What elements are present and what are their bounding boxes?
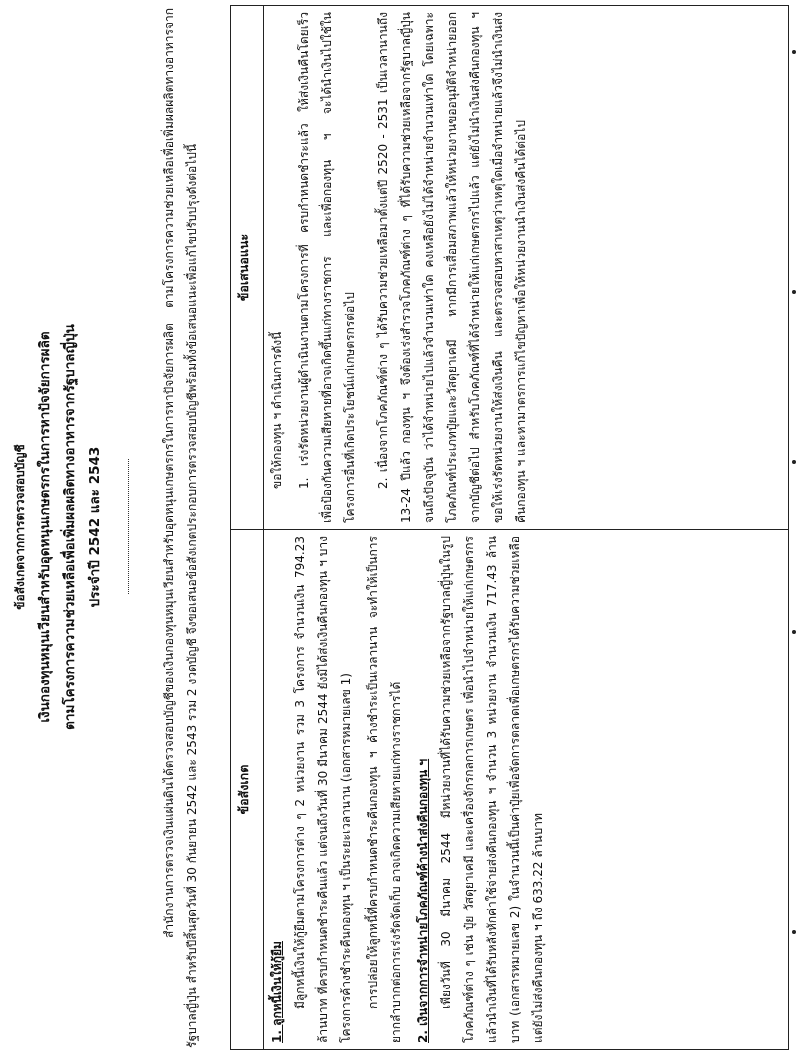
column-header-suggestions: ข้อเสนอแนะ (231, 6, 264, 530)
title-line-2: เงินกองทุนหมุนเวียนสำหรับอุดหนุนเกษตรกรในการหาปัจจัยการผลิต (37, 331, 53, 723)
suggestion-lead: ขอให้กองทุน ฯ ดำเนินการดังนี้ (270, 331, 284, 489)
findings-cell (264, 530, 789, 1050)
suggestion-2: 2. เนื่องจากโภคภัณฑ์ต่าง ๆ ได้รับความช่วยเหลือมาตั้งแต่ปี 2520 - 2531 เป็นเวลานานถึง 13-24 ปีแล้ว กองทุน ฯ จึงต้องเร่งสำรวจโภคภัณฑ์ต่าง ๆ ที่ได้รับความช่วยเหลือจากรัฐบาลญี่ปุ่น จนถึงปัจจุบัน ว่าได้จำหน่ายไปแล้วจำนวนเท่าใด คงเหลือยังไม่ได้จำหน่ายจำนวนเท่าใด โดยเฉพาะโภคภัณฑ์ประเภทปุ๋ยและวัสดุยาเคมี หากมีการเสื่อมสภาพแล้วให้หน่วยงานขออนุมัติจำหน่ายออกจากบัญชีต่อไป สำหรับโภคภัณฑ์ที่ได้จำหน่ายให้แก่เกษตรกรไปแล้ว แต่ยังไม่นำเงินส่งคืนกองทุน ฯ ขอให้เร่งรัดหน่วยงานให้ส่งเงินคืน และตรวจสอบหาสาเหตุว่าเหตุใดเมื่อจำหน่ายแล้วจึงไม่นำเงินส่งคืนกองทุน ฯ และหามาตรการแก้ไขปัญหาเพื่อให้หน่วยงานนำเงินส่งคืนได้ต่อไป (376, 12, 528, 523)
finding-2-title: 2. เงินจากการจำหน่ายโภคภัณฑ์ค้างนำส่งคืนกองทุน ฯ (416, 758, 430, 1043)
findings-table (230, 5, 789, 1050)
document-title (8, 0, 108, 1054)
finding-1-title: 1. ลูกหนี้เงินให้กู้ยืม (270, 941, 284, 1043)
title-separator (128, 459, 129, 594)
suggestions-cell (264, 6, 789, 530)
finding-1-para-1: มีลูกหนี้เงินให้กู้ยืมตามโครงการต่าง ๆ 2 หน่วยงาน รวม 3 โครงการ จำนวนเงิน 794.23 ล้านบาท ที่ครบกำหนดชำระคืนแล้ว แต่จนถึงวันที่ 30 มีนาคม 2544 ยังมิได้ส่งเงินคืนกองทุน ฯ บางโครงการค้างชำระคืนกองทุน ฯ เป็นระยะเวลานาน (เอกสารหมายเลข 1) (293, 536, 353, 1043)
suggestion-1: 1. เร่งรัดหน่วยงานผู้ดำเนินงานตามโครงการที่ ครบกำหนดชำระแล้ว ให้ส่งเงินคืนโดยเร็ว เพื่อป้องกันความเสียหายที่อาจเกิดขึ้นแก่ทางราชการ และเพื่อกองทุน ฯ จะได้นำเงินไปใช้ในโครงการอื่นที่เกิดประโยชน์แก่เกษตรกรต่อไป (297, 12, 357, 523)
finding-2-para-1: เพียงวันที่ 30 มีนาคม 2544 มีหน่วยงานที่ได้รับความช่วยเหลือจากรัฐบาลญี่ปุ่นในรูปโภคภัณฑ์ต่าง ๆ เช่น ปุ๋ย วัสดุยาเคมี และเครื่องจักรกลการเกษตร เพื่อนำไปจำหน่ายให้แก่เกษตรกรแล้วนำเงินที่ได้รับหลังหักค่าใช้จ่ายส่งคืนกองทุน ฯ จำนวน 3 หน่วยงาน จำนวนเงิน 717.43 ล้านบาท (เอกสารหมายเลข 2) ในจำนวนนี้เป็นค่าปุ๋ยเพื่อจัดการตลาดเพื่อเกษตรกรได้รับความช่วยเหลือแต่ยังไม่ส่งคืนกองทุน ฯ ถึง 633.22 ล้านบาท (439, 536, 545, 1043)
intro-paragraph: สำนักงานการตรวจเงินแผ่นดินได้ตรวจสอบบัญชีของเงินกองทุนหมุนเวียนสำหรับอุดหนุนเกษตรกรในการหาปัจจัยการผลิต ตามโครงการความช่วยเหลือเพื่อเพิ่มผลผลิตทางอาหารจากรัฐบาลญี่ปุ่น สำหรับปีสิ้นสุดวันที่ 30 กันยายน 2542 และ 2543 รวม 2 งวดบัญชี จึงขอเสนอข้อสังเกตประกอบการตรวจสอบบัญชีพร้อมทั้งข้อเสนอแนะเพื่อแก้ไขปรับปรุงดังต่อไปนี้ (162, 8, 199, 1048)
title-line-3: ตามโครงการความช่วยเหลือเพื่อเพิ่มผลผลิตทางอาหารจากรัฐบาลญี่ปุ่น (62, 324, 78, 730)
title-line-4: ประจำปี 2542 และ 2543 (87, 446, 103, 608)
scan-edge-marks (792, 0, 798, 1054)
title-line-1: ข้อสังเกตจากการตรวจสอบบัญชี (13, 444, 27, 610)
column-header-findings: ข้อสังเกต (231, 530, 264, 1050)
finding-1-para-2: การปล่อยให้ลูกหนี้ที่ครบกำหนดชำระคืนกองทุน ฯ ค้างชำระเป็นเวลานาน จะทำให้เป็นการยากลำบากต่อการเร่งรัดจัดเก็บ อาจเกิดความเสียหายแก่ทางราชการได้ (366, 536, 403, 1043)
